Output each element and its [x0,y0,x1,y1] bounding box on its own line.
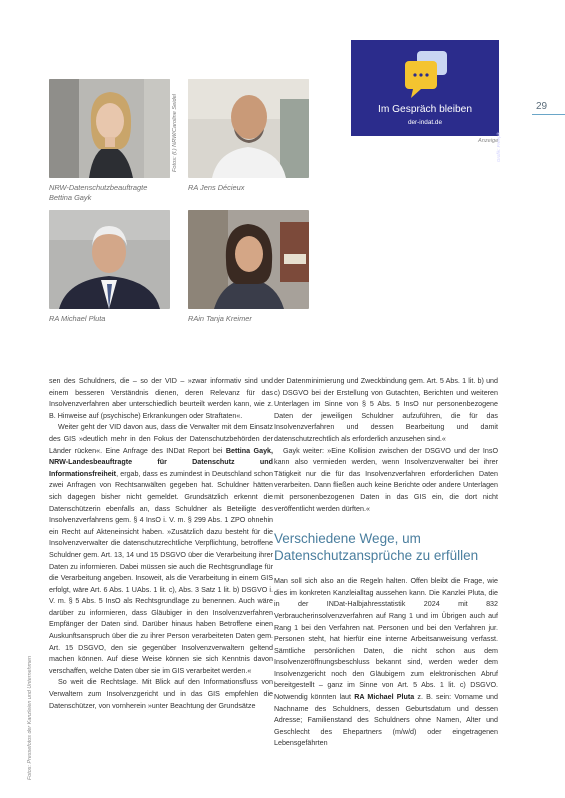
side-photo-credit: Fotos: Pressefotos der Kanzleien und Unternehmen [27,655,33,780]
page-number: 29 [536,101,548,112]
right-text-column [274,376,498,750]
photo-bettina-gayk [49,79,170,178]
ad-url[interactable]: der-indat.de [407,119,443,126]
ad-label: Anzeige [478,138,499,144]
section-heading: Verschiedene Wege, um Datenschutzansprüche zu erfüllen [274,531,479,564]
paragraph: der Datenminimierung und Zweckbindung gem. Art. 5 Abs. 1 lit. b) und c) DSGVO bei der Erstellung von Gutachten, Berichten und weiteren Unterlagen im Sinne von § 5 Abs. 5 InsO nur personenbezogene Daten der jeweiligen Schuldner aufzuführen, die für das Insolvenzverfahren und dessen Bearbeitung und damit datenschutzrechtlich als erforderlich anzusehen sind.« [274,377,498,443]
text-run: , ergab, dass es zumindest in Deutschland schon zwei Anfragen von Rechtsanwälten gegeben hat. Schuldner hätten sich dagegen bisher nicht gemeldet. Grundsätzlich erkennt die Datenschützerin ebenfalls an, dass Schuldner als Beteiligte des Insolvenzverfahrens gem. § 4 InsO i. V. m. § 299 Abs. 1 ZPO ohnehin ein Recht auf Akteneinsicht haben. »Zusätzlich dazu besteht für die Insolvenzverwalter die datenschutzrechtliche Verpflichtung, betroffene Schuldner gem. Art. 13, 14 und 15 DSGVO über die Verarbeitung ihrer Daten zu informieren. Dabei müssen sie auch die Rechtsgrundlage für die Verarbeitung angeben. Insoweit, als die Verarbeitung in einem GIS erfolgt, wäre Art. 6 Abs. 1 UAbs. 1 lit. c), Abs. 3 Satz 1 lit. b) DSGVO i. V. m. § 5 Abs. 5 InsO als Rechtsgrundlage zu benennen. Auch wäre darüber zu informieren, dass Gläubiger in den Insolvenzverfahren Empfänger der Daten sind. Darüber hinaus haben Betroffene einen Auskunftsanspruch über die zu ihrer Person verarbeiteten Daten gem. Art. 15 DSGVO, den sie gegenüber Insolvenzverwaltern geltend machen können. Auf diese Weise können sie sich Kenntnis davon verschaffen, welche Daten über sie im GIS verarbeitet werden.« [49,469,273,675]
paragraph: sen des Schuldners, die – so der VID – »zwar informativ sind und einem besseren Verständnis dienen, deren Relevanz für das Insolvenzverfahren aber unterschiedlich beurteilt werden kann, wie z. B. Hinweise auf (psychische) Erkrankungen oder Straftaten«. [49,377,273,420]
paragraph [49,422,273,677]
left-text-column [49,376,273,712]
paragraph: So weit die Rechtslage. Mit Blick auf den Informationsfluss von Verwaltern zum Insolvenzgericht und in das GIS empfehlen die Datenschützer, von vornherein »unter Beachtung der Grundsätze [49,678,273,710]
caption-michael-pluta: RA Michael Pluta [49,314,106,323]
photo-michael-pluta [49,210,170,309]
paragraph: Gayk weiter: »Eine Kollision zwischen der DSGVO und der InsO kann also vermieden werden, wenn Insolvenzverwalter bei ihrer Tätigkeit nur die für das Insolvenzverfahren erforderlichen Daten verarbeiten. Dann fließen auch keine Berichte oder andere Unterlagen mit personenbezogenen Daten in das GIS ein, die dort nicht veröffentlicht werden dürften.« [274,446,498,513]
ad-title: Im Gespräch bleiben [377,104,472,115]
page-number-rule [532,114,565,115]
caption-tanja-kreimer: RAin Tanja Kreimer [188,314,252,323]
caption-jens-decieux: RA Jens Décieux [188,183,245,192]
bold-name: Bettina Gayk, NRW-Landesbeauftragte für Datenschutz und Informationsfreiheit [49,446,273,478]
photo-tanja-kreimer [188,210,309,309]
text-run: z. B. sein: Vorname und Nachname des Schuldners, dessen Geburtsdatum und dessen Adresse; Familienstand des Schuldners ohne Namen, Alter und Geschlecht des Ehepartners (m/w/d) oder eingetragenen Lebensgefährten [274,693,498,748]
text-run: Weiter geht der VID davon aus, dass die Verwalter mit dem Einsatz des GIS »deutlich mehr in den Fokus der Datenschutzbehörden der Länder rücken«. Eine Anfrage des INDat Report bei [49,423,273,455]
photo-credit-gayk: Fotos: (l.) NRW/Caroline Seidel [172,94,178,172]
photo-jens-decieux [188,79,309,178]
bold-name: RA Michael Pluta [354,693,415,702]
chat-bubbles-icon [401,49,451,101]
caption-bettina-gayk: NRW-Datenschutzbeauftragte Bettina Gayk [49,183,148,202]
text-run: Man soll sich also an die Regeln halten. Offen bleibt die Frage, wie dies im konkreten Kanzleialltag aussehen kann. Die Kanzlei Pluta, die in der INDat-Halbjahresstatistik 2024 mit 832 Verbraucherinsolvenzverfahren auf Rang 1 und im Übrigen auch auf Rang 1 bei den Verfahren nat. Personen und bei den Verfahren jur. Personen steht, hat hierfür eine interne Arbeitsanweisung verfasst. Sämtliche persönlichen Daten, die nicht schon aus dem Insolvenzeröffnungsbeschluss bekannt sind, werden weder dem Insolvenzgericht noch den Gläubigern zum elektronischen Abruf bereitgestellt – ganz im Sinne von Art. 5 Abs. 1 lit. c) DSGVO. Notwendig könnten laut [274,577,498,702]
ad-graphic-credit: Grafik: Freepik [496,132,501,163]
paragraph [274,576,498,750]
